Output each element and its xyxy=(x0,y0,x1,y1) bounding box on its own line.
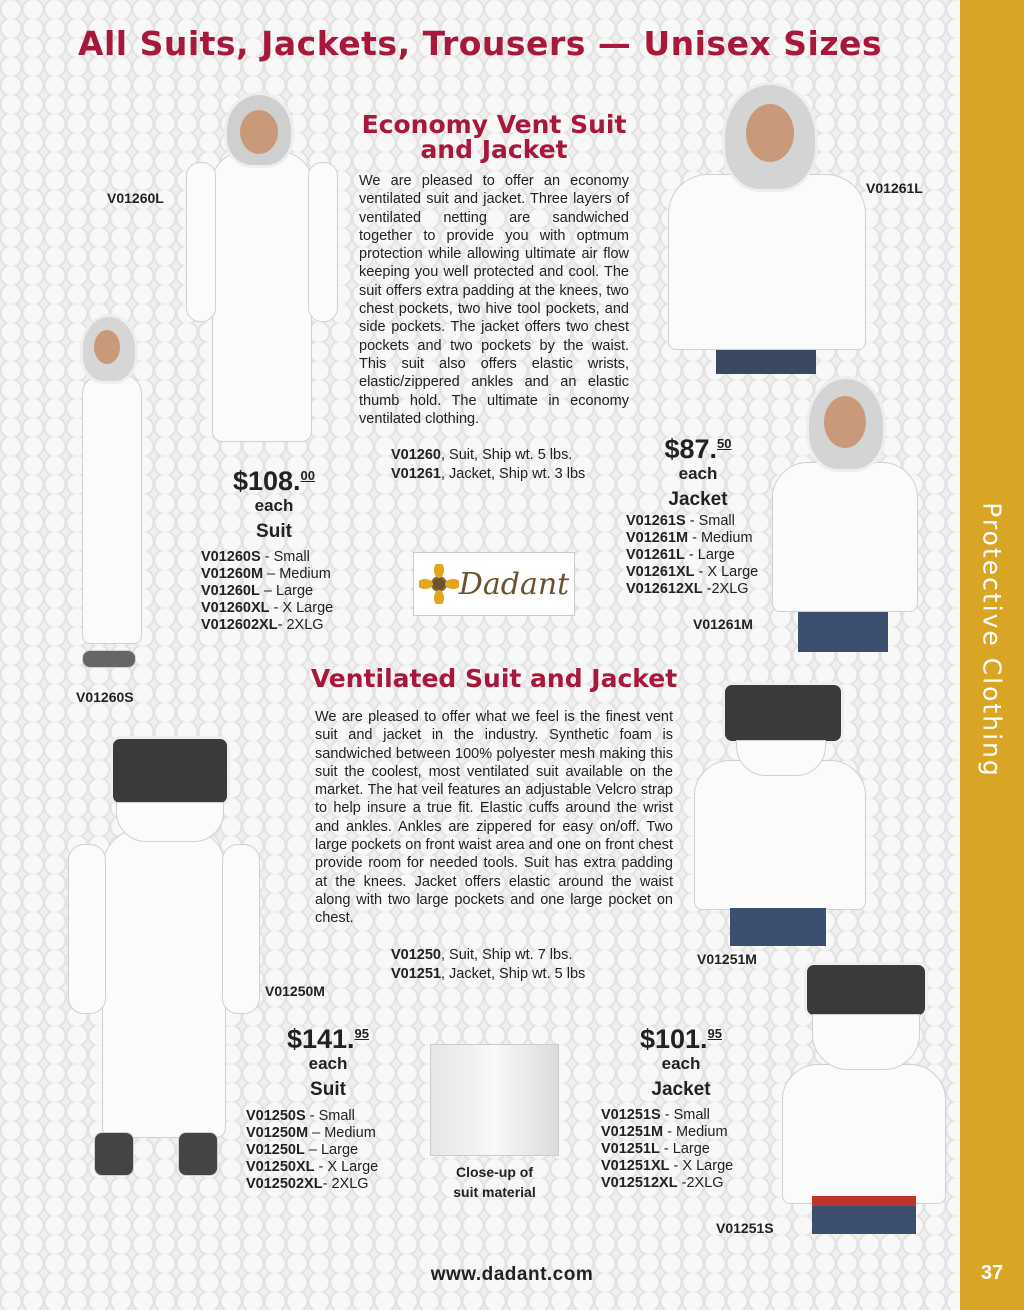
size-row: V01250L – Large xyxy=(246,1142,359,1158)
size-row: V012602XL- 2XLG xyxy=(201,617,324,633)
size-name: Small xyxy=(318,1108,355,1124)
economy-suit-price xyxy=(218,466,330,543)
size-row: V012612XL -2XLG xyxy=(626,581,749,597)
photo-label-v01260l: V01260L xyxy=(107,190,164,206)
price-dollars: $87. xyxy=(664,434,718,464)
photo-label-v01250m: V01250M xyxy=(265,983,325,999)
economy-ship-info xyxy=(391,446,621,484)
size-name: X Large xyxy=(327,1159,379,1175)
size-row: V01261XL - X Large xyxy=(626,564,759,580)
size-code: V01260M xyxy=(201,566,264,582)
size-code: V01251M xyxy=(601,1124,664,1140)
suit-material-closeup-photo xyxy=(430,1044,559,1156)
size-name: X Large xyxy=(707,564,759,580)
size-row: V01261M - Medium xyxy=(626,530,753,546)
price-each: each xyxy=(678,464,718,483)
closeup-caption-line2: suit material xyxy=(453,1184,536,1200)
price-type: Suit xyxy=(256,521,292,542)
price-dollars: $101. xyxy=(639,1024,708,1054)
economy-jacket-sizes xyxy=(626,513,758,598)
photo-label-v01251m: V01251M xyxy=(697,951,757,967)
ventilated-suit-photo xyxy=(66,728,262,1180)
size-name: 2XLG xyxy=(331,1176,369,1192)
economy-description: We are pleased to offer an economy ventilated suit and jacket. Three layers of ventilated netting are sandwiched together to provide you with optmum protection while allowing ultimate air flow keeping you well protected and cool. The suit offers extra padding at the knees, two chest pockets, two hive tool pockets, and side pockets. The jacket offers two chest pockets and two pockets by the waist. This suit also offers elastic wrists, elastic/zippered ankles and an elastic thumb hold. The ultimate in economy ventilated clothing. xyxy=(359,173,629,427)
photo-label-v01260s: V01260S xyxy=(76,689,134,705)
economy-suit-front-photo xyxy=(182,92,340,454)
size-code: V01260L xyxy=(201,583,260,599)
ship-line xyxy=(391,446,621,465)
size-row: V01251S - Small xyxy=(601,1107,710,1123)
size-code: V01260S xyxy=(201,549,261,565)
ship-line xyxy=(391,465,621,484)
section-sidebar xyxy=(960,0,1024,1310)
page-number: 37 xyxy=(980,1262,1004,1284)
size-row: V01251XL - X Large xyxy=(601,1158,734,1174)
price-dollars: $108. xyxy=(232,466,301,496)
size-name: Large xyxy=(672,1141,710,1157)
price-each: each xyxy=(254,496,294,515)
price-type: Suit xyxy=(310,1079,346,1100)
size-row: V01250XL - X Large xyxy=(246,1159,379,1175)
size-row: V01251M - Medium xyxy=(601,1124,728,1140)
logo-flower-icon xyxy=(419,564,459,604)
economy-title-line1: Economy Vent Suit xyxy=(361,110,627,139)
size-code: V01261S xyxy=(626,513,686,529)
size-row: V01260S - Small xyxy=(201,549,310,565)
size-code: V01261XL xyxy=(626,564,695,580)
size-name: Small xyxy=(698,513,735,529)
ship-code: V01261 xyxy=(391,466,441,482)
ship-line xyxy=(391,946,621,965)
price-cents: 50 xyxy=(717,436,732,451)
size-code: V01261L xyxy=(626,547,685,563)
closeup-caption xyxy=(430,1162,559,1202)
photo-label-v01261m: V01261M xyxy=(693,616,753,632)
sidebar-section-label: Protective Clothing xyxy=(977,502,1007,778)
size-name: Medium xyxy=(324,1125,376,1141)
price-dollars: $141. xyxy=(286,1024,355,1054)
price-each: each xyxy=(661,1054,701,1073)
ventilated-jacket-sizes xyxy=(601,1107,733,1192)
size-code: V01260XL xyxy=(201,600,270,616)
size-name: X Large xyxy=(282,600,334,616)
price-cents: 95 xyxy=(354,1026,370,1041)
size-name: Medium xyxy=(675,1124,728,1140)
economy-jacket-front-photo xyxy=(660,82,874,374)
ship-text: , Jacket, Ship wt. 3 lbs xyxy=(441,466,586,482)
size-row: V01250S - Small xyxy=(246,1108,355,1124)
size-row: V01260XL - X Large xyxy=(201,600,334,616)
size-name: Large xyxy=(697,547,735,563)
ship-text: , Jacket, Ship wt. 5 lbs xyxy=(441,966,586,982)
ventilated-jacket-price xyxy=(625,1024,737,1101)
size-name: Medium xyxy=(700,530,753,546)
price-type: Jacket xyxy=(651,1079,711,1100)
size-row: V012502XL- 2XLG xyxy=(246,1176,369,1192)
size-row: V012512XL -2XLG xyxy=(601,1175,724,1191)
size-name: X Large xyxy=(682,1158,734,1174)
price-cents: 00 xyxy=(300,468,316,483)
size-name: Large xyxy=(275,583,314,599)
ship-code: V01250 xyxy=(391,947,441,963)
ventilated-jacket-bottom-photo xyxy=(782,944,946,1234)
size-code: V012512XL xyxy=(601,1175,678,1191)
size-row: V01260M – Medium xyxy=(201,566,331,582)
ship-code: V01251 xyxy=(391,966,441,982)
page-title: All Suits, Jackets, Trousers — Unisex Sizes xyxy=(77,24,883,63)
size-code: V01250S xyxy=(246,1108,306,1124)
size-code: V01250L xyxy=(246,1142,305,1158)
photo-label-v01261l: V01261L xyxy=(866,180,923,196)
ship-code: V01260 xyxy=(391,447,441,463)
size-name: Large xyxy=(320,1142,359,1158)
ship-line xyxy=(391,965,621,984)
size-code: V012502XL xyxy=(246,1176,323,1192)
size-code: V01250M xyxy=(246,1125,309,1141)
ship-text: , Suit, Ship wt. 7 lbs. xyxy=(441,947,573,963)
ventilated-suit-sizes xyxy=(246,1108,378,1193)
size-row: V01261L - Large xyxy=(626,547,735,563)
ventilated-section-title: Ventilated Suit and Jacket xyxy=(310,664,678,693)
ventilated-description: We are pleased to offer what we feel is the finest vent suit and jacket in the industry. Synthetic foam is sandwiched between 100% polyester mesh making this suit the coolest, most ventilated suit available on the market. The hat veil features an adjustable Velcro strap to help insure a true fit. Elastic cuffs around the wrist and ankles. Ankles are zippered for easy on/off. Two large pockets on front waist area and one on front chest provide room for needed tools. Suit has extra padding at the knees. Jacket offers elastic around the waist along with two large pockets and one large pocket on chest. xyxy=(315,709,673,927)
economy-title-line2: and Jacket xyxy=(420,135,568,164)
ventilated-ship-info xyxy=(391,946,621,984)
dadant-logo xyxy=(413,552,575,616)
size-code: V012612XL xyxy=(626,581,703,597)
economy-suit-side-photo xyxy=(76,314,148,680)
size-name: 2XLG xyxy=(286,617,324,633)
photo-label-v01251s: V01251S xyxy=(716,1220,774,1236)
ship-text: , Suit, Ship wt. 5 lbs. xyxy=(441,447,573,463)
size-code: V01251S xyxy=(601,1107,661,1123)
size-row: V01261S - Small xyxy=(626,513,735,529)
size-name: Small xyxy=(673,1107,710,1123)
size-name: 2XLG xyxy=(711,581,749,597)
size-code: V01251XL xyxy=(601,1158,670,1174)
economy-jacket-price xyxy=(646,434,750,511)
size-name: Medium xyxy=(279,566,331,582)
size-name: Small xyxy=(273,549,310,565)
ventilated-suit-price xyxy=(272,1024,384,1101)
price-each: each xyxy=(308,1054,348,1073)
ventilated-jacket-top-photo xyxy=(690,660,870,946)
size-row: V01251L - Large xyxy=(601,1141,710,1157)
size-code: V01251L xyxy=(601,1141,660,1157)
size-row: V01250M – Medium xyxy=(246,1125,376,1141)
economy-section-title xyxy=(352,112,636,162)
price-type: Jacket xyxy=(668,489,728,510)
price-cents: 95 xyxy=(707,1026,723,1041)
footer-website-link[interactable]: www.dadant.com xyxy=(430,1264,594,1285)
size-code: V012602XL xyxy=(201,617,278,633)
logo-text: Dadant xyxy=(458,566,570,602)
size-name: 2XLG xyxy=(686,1175,724,1191)
size-row: V01260L – Large xyxy=(201,583,314,599)
economy-suit-sizes xyxy=(201,549,333,634)
size-code: V01250XL xyxy=(246,1159,315,1175)
economy-jacket-woman-photo xyxy=(772,376,918,654)
closeup-caption-line1: Close-up of xyxy=(456,1164,533,1180)
size-code: V01261M xyxy=(626,530,689,546)
